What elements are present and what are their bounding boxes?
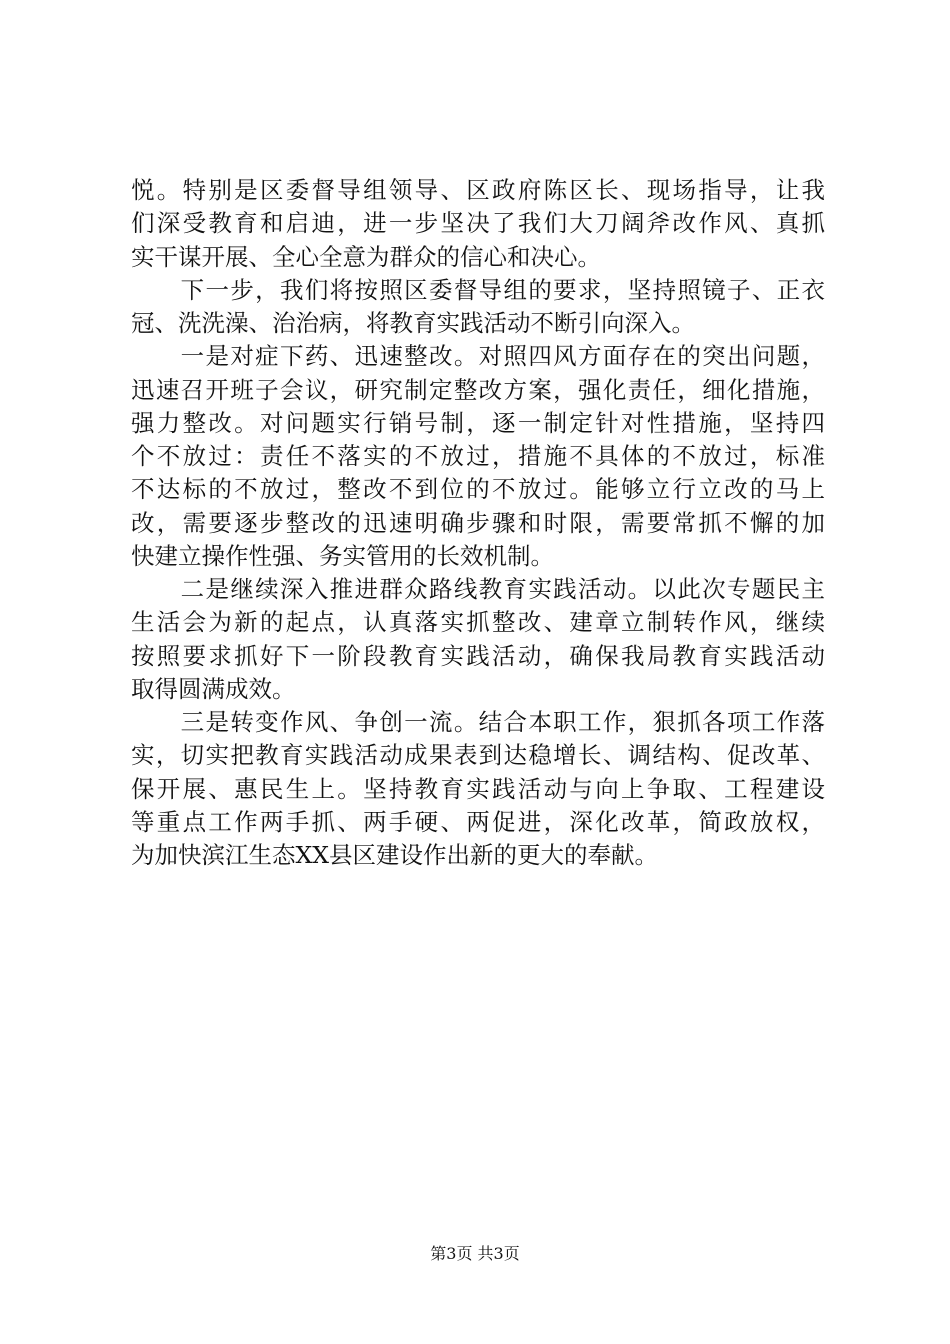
text-line: 强力整改。对问题实行销号制，逐一制定针对性措施，坚持四 xyxy=(131,408,825,437)
text-line: 不达标的不放过，整改不到位的不放过。能够立行立改的马上 xyxy=(131,475,825,504)
text-line: 个不放过：责任不落实的不放过，措施不具体的不放过，标准 xyxy=(131,442,825,470)
text-line: 快建立操作性强、务实管用的长效机制。 xyxy=(131,541,554,570)
text-line: 三是转变作风、争创一流。结合本职工作，狠抓各项工作落 xyxy=(131,708,825,736)
body-text xyxy=(131,174,825,872)
text-line: 冠、洗洗澡、治治病，将教育实践活动不断引向深入。 xyxy=(131,309,695,337)
text-line: 为加快滨江生态XX县区建设作出新的更大的奉献。 xyxy=(131,841,658,869)
text-line: 取得圆满成效。 xyxy=(131,674,296,703)
text-line: 生活会为新的起点，认真落实抓整改、建章立制转作风，继续 xyxy=(131,608,825,637)
text-line: 下一步，我们将按照区委督导组的要求，坚持照镜子、正衣 xyxy=(131,275,825,304)
text-line: 改，需要逐步整改的迅速明确步骤和时限，需要常抓不懈的加 xyxy=(131,508,825,537)
text-line: 实干谋开展、全心全意为群众的信心和决心。 xyxy=(131,242,601,271)
text-line: 保开展、惠民生上。坚持教育实践活动与向上争取、工程建设 xyxy=(131,774,825,803)
text-line: 悦。特别是区委督导组领导、区政府陈区长、现场指导，让我 xyxy=(131,176,825,204)
text-line: 按照要求抓好下一阶段教育实践活动，确保我局教育实践活动 xyxy=(131,641,825,670)
text-line: 们深受教育和启迪，进一步坚决了我们大刀阔斧改作风、真抓 xyxy=(131,209,825,238)
page-footer: 第3页 共3页 xyxy=(430,1244,520,1263)
text-line: 迅速召开班子会议，研究制定整改方案，强化责任，细化措施， xyxy=(131,375,825,404)
text-line: 二是继续深入推进群众路线教育实践活动。以此次专题民主 xyxy=(131,575,825,603)
text-line: 等重点工作两手抓、两手硬、两促进，深化改革，简政放权， xyxy=(131,807,825,836)
text-line: 实，切实把教育实践活动成果表到达稳增长、调结构、促改革、 xyxy=(131,741,825,770)
text-line: 一是对症下药、迅速整改。对照四风方面存在的突出问题， xyxy=(131,342,825,371)
